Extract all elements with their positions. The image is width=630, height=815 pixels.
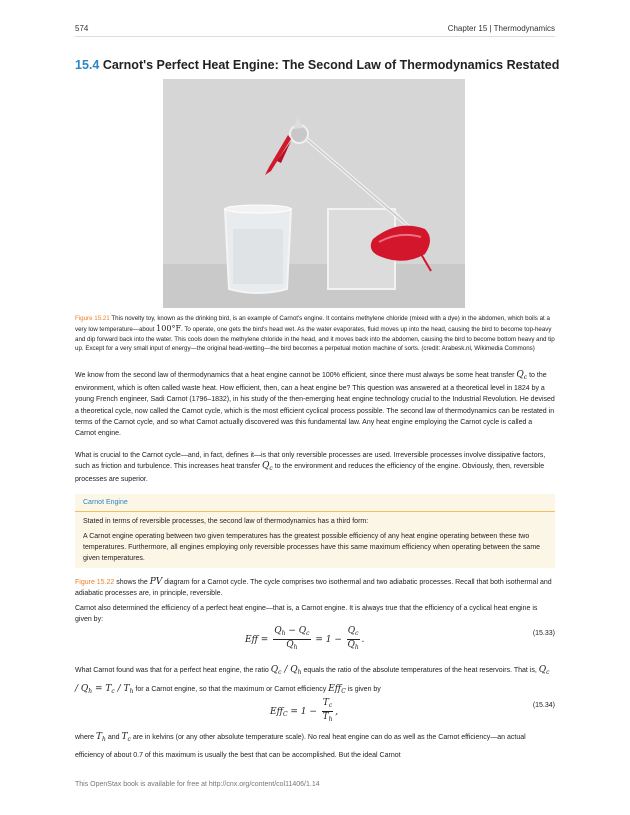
footer-text: This OpenStax book is available for free at http://cnx.org/content/col11406/1.14 — [75, 781, 320, 788]
ratio-equation: $Q_c / Q_h = T_c / T_h$ — [75, 665, 550, 695]
callout-line-1: Stated in terms of reversible processes, the second law of thermodynamics has a third form: — [83, 518, 369, 525]
para5-text-c: for a Carnot engine, so that the maximum or Carnot efficiency — [133, 686, 329, 693]
para3-text-a: shows the — [114, 579, 150, 586]
callout-title: Carnot Engine — [83, 499, 128, 506]
equation-carnot-efficiency: Eff$_C$ = 1 − $\frac{T_c}{T_h}$ , — [270, 698, 339, 723]
qc-symbol: $Q_c$ — [516, 370, 528, 381]
caption-part-2: . To operate, one gets the bird's head wet. As the water evaporates, fluid moves up into the head, causing the bird to become top-heavy and dip forward back into the water. This cools down the methylene chloride in the head, and it moves back into the abdomen, causing the bird to become bottom heavy and tip up. Except for a very small input of energy—the original head-wetting—the bird becomes a perpetual motion machine of sorts. (credit: Arabesk.nl, Wikimedia Commons) — [75, 325, 555, 353]
chapter-title: Chapter 15 | Thermodynamics — [447, 24, 555, 33]
drinking-bird-illustration — [163, 79, 465, 308]
qc-qh-ratio: $Q_c / Q_h$ — [270, 665, 302, 676]
callout-line-2: A Carnot engine operating between two given temperatures has the greatest possible efficiency of any heat engine operating between these two temperatures. Furthermore, all engines employing only reversible processes have this same maximum efficiency when operating between the same given temperatures. — [83, 533, 541, 562]
header-divider — [75, 36, 555, 37]
figure-link[interactable]: Figure 15.22 — [75, 579, 115, 586]
para6-text-b: and — [105, 734, 122, 741]
para1-text-a: We know from the second law of thermodynamics that a heat engine cannot be 100% efficient, since there must always be some heat transfer — [75, 372, 517, 379]
para5-text-a: What Carnot found was that for a perfect heat engine, the ratio — [75, 667, 271, 674]
tc-symbol: $T_c$ — [121, 732, 131, 743]
para6-text-c: are in kelvins (or any other absolute temperature scale). No real heat engine can do as well as the Carnot efficiency—an actual efficiency of about 0.7 of this maximum is usually the best that can be accomplished. But the ideal Carnot — [75, 734, 526, 759]
paragraph-4: Carnot also determined the efficiency of a perfect heat engine—that is, a Carnot engine. It is always true that the efficiency of a cyclical heat engine is given by: — [75, 605, 538, 624]
section-number: 15.4 — [75, 58, 100, 72]
para6-text-a: where — [75, 734, 97, 741]
caption-part-1: This novelty toy, known as the drinking bird, is an example of Carnot's engine. It contains methylene chloride (mixed with a dye) in the abdomen, which boils at a very low temperature—about — [75, 315, 550, 333]
para2-text-a: What is crucial to the Carnot cycle—and, in fact, defines it—is that only reversible processes are used. Irreversible processes involve dissipative factors, such as friction and turbulence. This increases heat transfer — [75, 452, 546, 471]
caption-temperature: 100°F — [156, 323, 181, 333]
drinking-bird-photo — [163, 79, 465, 308]
paragraph-5 — [75, 662, 555, 700]
effc-symbol: Eff$_C$ — [328, 684, 346, 695]
paragraph-1 — [75, 370, 555, 439]
callout-divider — [75, 511, 555, 512]
para3-text-b: diagram for a Carnot cycle. The cycle comprises two isothermal and two adiabatic processes. Recall that both isothermal and adiabatic processes are, in principle, reversible. — [75, 579, 552, 598]
qc-symbol-2: $Q_c$ — [262, 461, 273, 473]
para5-text-d: is given by — [345, 686, 381, 693]
figure-caption — [75, 314, 555, 354]
paragraph-2 — [75, 450, 555, 486]
paragraph-3 — [75, 577, 555, 599]
para5-text-b: equals the ratio of the absolute temperatures of the heat reservoirs. That is, — [301, 667, 539, 674]
section-title-text: Carnot's Perfect Heat Engine: The Second Law of Thermodynamics Restated — [102, 58, 560, 72]
equation-number-2: (15.34) — [532, 702, 555, 709]
figure-label: Figure 15.21 — [75, 315, 110, 322]
equation-efficiency: Eff = $\frac{Q_h - Q_c}{Q_h}$ = 1 − $\frac{Q_c}{Q_h}$ . — [245, 626, 365, 651]
section-title — [75, 58, 565, 72]
paragraph-6 — [75, 729, 555, 764]
pv-symbol: PV — [149, 577, 163, 587]
page-number: 574 — [75, 24, 89, 33]
para2-text-b: to the environment and reduces the efficiency of the engine. Obviously, then, reversible processes are superior. — [75, 463, 545, 484]
para1-text-b: to the environment, which is often called waste heat. How efficient, then, can a heat engine be? This question was answered at a theoretical level in 1824 by a young French engineer, Sadi Carnot (1796–1832), in his study of the then-emerging heat engine technology crucial to the Industrial Revolution. He devised a theoretical cycle, now called the Carnot cycle, which is the most efficient cyclical process possible. The second law of thermodynamics can be restated in terms of the Carnot cycle, and so what Carnot actually discovered was this fundamental law. Any heat engine employing the Carnot cycle is called a Carnot engine. — [75, 372, 555, 438]
th-symbol: $T_h$ — [96, 732, 106, 743]
equation-number-1: (15.33) — [532, 630, 555, 637]
